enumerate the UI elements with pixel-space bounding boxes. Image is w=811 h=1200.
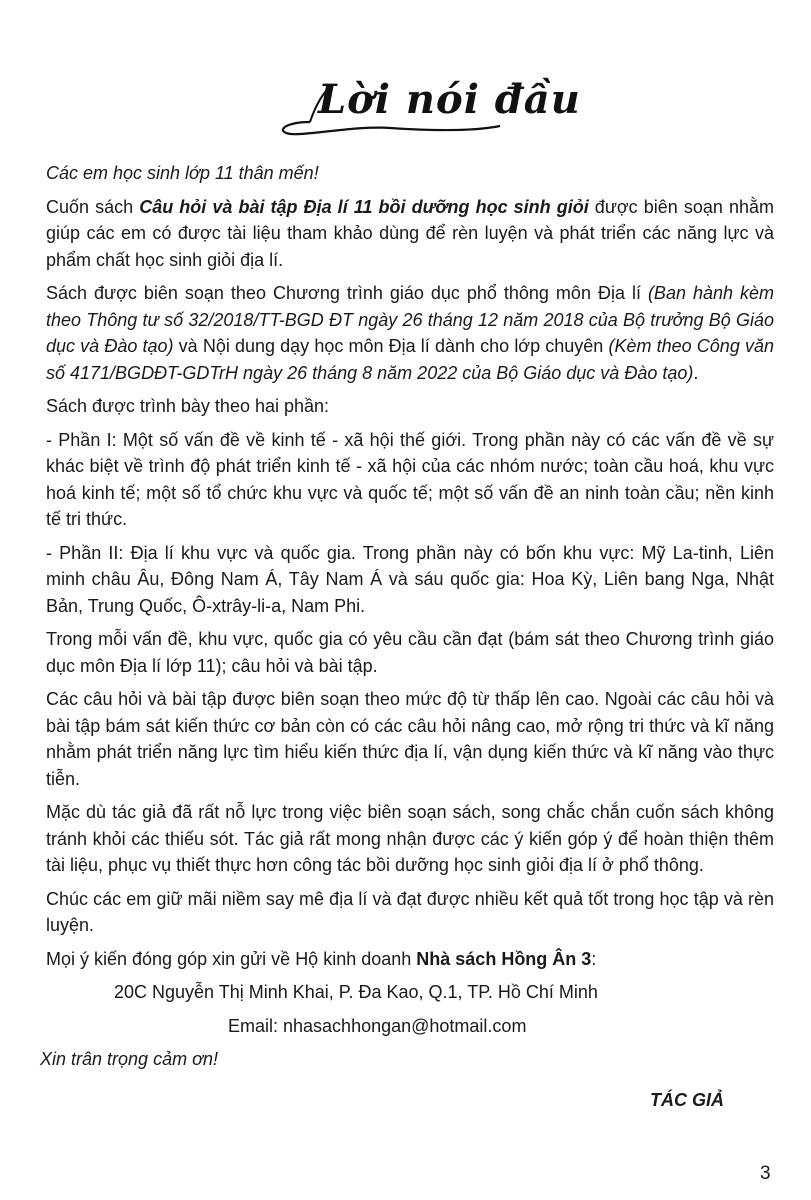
p2-text-b: (Ban hành kèm theo Thông tư số 32/2018/TT-BGD ĐT ngày 26 tháng 12 năm 2018 của Bộ trưởng Bộ Giáo dục và Đào tạo) [46,283,774,356]
author-signature: TÁC GIẢ [650,1089,724,1110]
paragraph-3: Sách được trình bày theo hai phần: [46,396,330,416]
thanks-line: Xin trân trọng cảm ơn! [40,1049,218,1069]
preface-body [40,160,774,1120]
p2-text-d: (Kèm theo Công văn số 4171/BGDĐT-GDTrH ngày 26 tháng 8 năm 2022 của Bộ Giáo dục và Đào tạo) [46,336,774,383]
paragraph-5: - Phần II: Địa lí khu vực và quốc gia. Trong phần này có bốn khu vực: Mỹ La-tinh, Liên minh châu Âu, Đông Nam Á, Tây Nam Á và sáu quốc gia: Hoa Kỳ, Liên bang Nga, Nhật Bản, Trung Quốc, Ô-xtrây-li-a, Nam Phi. [46,542,774,616]
contact-colon: : [591,948,597,969]
p2-text-c: và Nội dung dạy học môn Địa lí dành cho lớp chuyên [173,336,609,356]
paragraph-1 [40,194,774,274]
title-block [270,70,581,140]
paragraph-4: - Phần I: Một số vấn đề về kinh tế - xã hội thế giới. Trong phần này có các vấn đề về sự khác biệt về trình độ phát triển kinh tế - xã hội của các nhóm nước; toàn cầu hoá, khu vực hoá kinh tế; một số tổ chức khu vực và quốc tế; một số vấn đề an ninh toàn cầu; nền kinh tế tri thức. [46,429,774,529]
paragraph-6: Trong mỗi vấn đề, khu vực, quốc gia có yêu cầu cần đạt (bám sát theo Chương trình giáo dục môn Địa lí lớp 11); câu hỏi và bài tập. [46,629,774,676]
paragraph-2 [40,280,774,386]
book-title: Câu hỏi và bài tập Địa lí 11 bồi dưỡng học sinh giỏi [139,196,589,217]
paragraph-7: Các câu hỏi và bài tập được biên soạn theo mức độ từ thấp lên cao. Ngoài các câu hỏi và bài tập bám sát kiến thức cơ bản còn có các câu hỏi nâng cao, mở rộng tri thức và kĩ năng nhằm phát triển năng lực tìm hiểu kiến thức địa lí, vận dụng kiến thức và kĩ năng vào thực tiễn. [46,689,774,789]
paragraph-9: Chúc các em giữ mãi niềm say mê địa lí và đạt được nhiều kết quả tốt trong học tập và rèn luyện. [46,888,774,935]
p1-text-a: Cuốn sách [46,196,140,217]
p1-text-b: được biên soạn nhằm giúp các em có được tài liệu tham khảo dùng để rèn luyện và phát triển các năng lực và phẩm chất học sinh giỏi địa lí. [46,196,774,270]
contact-intro-text: Mọi ý kiến đóng góp xin gửi về Hộ kinh doanh [46,948,417,969]
contact-address: 20C Nguyễn Thị Minh Khai, P. Đa Kao, Q.1, TP. Hồ Chí Minh [114,982,598,1002]
page-title: Lời nói đầu [318,76,581,123]
p2-text-e: . [693,362,699,383]
contact-intro [40,946,774,973]
greeting: Các em học sinh lớp 11 thân mến! [46,163,319,183]
contact-email: Email: nhasachhongan@hotmail.com [228,1015,527,1036]
page-number: 3 [760,1163,771,1184]
paragraph-8: Mặc dù tác giả đã rất nỗ lực trong việc biên soạn sách, song chắc chắn cuốn sách không tránh khỏi các thiếu sót. Tác giả rất mong nhận được các ý kiến góp ý để hoàn thiện thêm tài liệu, phục vụ thiết thực hơn công tác bồi dưỡng học sinh giỏi địa lí ở phổ thông. [46,802,774,875]
p2-text-a: Sách được biên soạn theo Chương trình giáo dục phổ thông môn Địa lí [46,283,648,303]
publisher-name: Nhà sách Hồng Ân 3 [416,948,592,969]
